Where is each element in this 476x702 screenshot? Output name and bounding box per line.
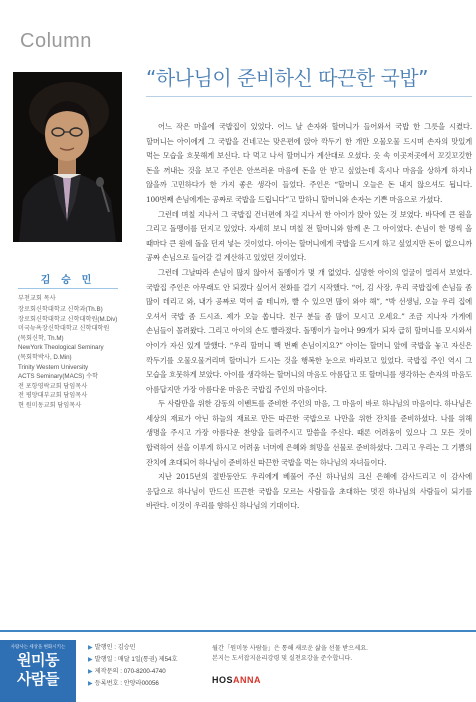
info-line: ▶ 제작문의 : 070-8200-4740 — [88, 668, 166, 675]
info-line: ▶ 등록번호 : 안양라00056 — [88, 680, 159, 687]
paragraph: 그런데 그날따라 손님이 많지 않아서 돌멩이가 몇 개 없었다. 실망한 아이의 얼굴이 멀리서 보였다. 국밥집 주인은 아무래도 안 되겠다 싶어서 전화를 걸기 시작했다. “어, 김 사장, 우리 국밥집에 손님들 좀 많이 데리고 와, 내가 공짜로 먹여 줄 테니까, 빨 수 있으면 많이 와야 해”, “박 선생님, 오늘 우리 집에 오셔서 국밥 좀 드시죠. 제가 오늘 쏩니다. 친구 분들 좀 많이 모시고 오세요.” 조금 지나자 가게에 손님들이 몰려왔다. 그리고 아이의 손도 빨라졌다. 돌멩이가 늘어나 99개가 되자 급히 할머니를 모시와서 아이가 자신 있게 말했다. “우리 할머니 백 번째 손님이지요?” 아이는 할머니 앞에 국밥을 놓고 자신은 깍두기를 오물오물거리며 할머니가 드시는 것을 행복한 눈으로 바라보고 있었다. 국밥집 주인 역시 그 모습을 흐뭇하게 보았다. 아이를 생각하는 할머니의 마음도 아름답고 또 할머니를 생각하는 손자의 마음도 아름답지만 가장 아름다운 마음은 국밥집 주인의 마음이다. — [146, 267, 472, 394]
info-line: ▶ 발행일 : 매달 1일(통권) 제54호 — [88, 656, 178, 663]
logo-line-2: 사람들 — [17, 670, 59, 688]
paragraph: 어느 작은 마을에 국밥집이 있었다. 어느 날 손자와 할머니가 들어와서 국밥 한 그릇을 시켰다. 할머니는 아이에게 그 국밥을 건네고는 맞은편에 앉아 깍두기 한 개만 오물오물 드시며 손자의 맛있게 먹는 모습을 흐뭇해게 보신다. 다 먹고 나서 할머니가 계산대로 오셨다. 옷 속 이곳저곳에서 꼬깃꼬깃한 돈을 꺼내는 것을 보고 주인은 안쓰러운 마음에 돈을 안 받고 싶었는데 혹시나 마음을 상하게 하지나 않을까 고민하다가 한 가지 좋은 생각이 들었다. 주인은 “할머니 오늘은 돈 내지 않으셔도 됩니다. 100번째 손님에게는 공짜로 국밥을 드립니다”고 말하니 할머니와 손자는 기쁜 마음으로 가셨다. — [146, 122, 472, 204]
article-body — [146, 120, 472, 514]
bio-line: NewYork Theological Seminary — [18, 344, 104, 352]
notice-line: 본지는 도서잡지윤리강령 및 실천요강을 준수합니다. — [212, 655, 353, 662]
bio-line: 장로회신학대학교 신학대학원(M.Div) — [18, 315, 118, 323]
bio-line: 현 원미동교회 담임목사 — [18, 402, 82, 410]
notice-line: 월간「원미동 사람들」은 통해 새로운 삶을 선물 받으세요. — [212, 645, 368, 652]
publisher-logo: HOSANNA — [212, 675, 262, 685]
author-name: 김 승 민 — [40, 275, 96, 286]
title-divider — [146, 96, 472, 97]
author-bio — [18, 294, 136, 411]
triangle-icon: ▶ — [88, 657, 93, 663]
bio-line: 부천교회 목사 — [18, 295, 56, 302]
triangle-icon: ▶ — [88, 669, 93, 675]
author-portrait-image — [13, 72, 122, 242]
bio-line: (목회신학, Th.M) — [18, 334, 64, 342]
publication-info — [88, 642, 177, 690]
triangle-icon: ▶ — [88, 645, 93, 651]
bio-line: 전 평양대부교회 담임목사 — [18, 392, 88, 400]
publisher-logo-accent: ANNA — [233, 675, 262, 685]
bio-line: Trinity Western University — [18, 363, 89, 371]
section-label: Column — [20, 30, 92, 52]
footer — [0, 630, 476, 702]
paragraph: 그런데 며칠 지나서 그 국밥집 건너편에 차길 지나서 한 아이가 앉아 있는 것 보였다. 바닥에 큰 원을 그리고 돌멩이를 던지고 있었다. 자세히 보니 며칠 전 할머니와 함께 온 그 아이였다. 손님이 한 명씩 올 때마다 큰 원에 돌을 던져 넣는 것이었다. 아이는 할머니에게 국밥을 드시게 하고 싶었지만 돈이 없으니까 공짜 손님으로 들어갈 걸 계산하고 있었던 것이었다. — [146, 209, 472, 263]
bio-line: 장로회신학대학교 신학과(Th.B) — [18, 306, 103, 314]
paragraph: 두 사람만을 위한 감동의 이벤트를 준비한 주인의 마음, 그 마음이 바로 하나님의 마음이다. 하나님은 세상의 재료가 아닌 하늘의 재료로 만든 따끈한 국밥으로 나만을 위한 잔치를 준비하셨다. 나를 위해 생명을 주시고 가장 아름다운 찬양을 들려주시고 말씀을 주신다. 때론 어려움이 있으나 그 모든 것이 합력하여 선을 이루게 하시고 어려움 너머에 은혜와 희망을 선물로 준비하셨다. 그리고 우리는 그 기쁨의 잔치에 초대되어 하나님이 준비하신 따끈한 국밥을 먹는 하나님의 자녀들이다. — [146, 399, 472, 467]
article-title: “하나님이 준비하신 따끈한 국밥” — [146, 66, 428, 90]
author-divider — [18, 288, 118, 289]
info-line: ▶ 발행인 : 김승민 — [88, 644, 136, 651]
author-photo — [13, 72, 122, 242]
magazine-logo — [0, 640, 76, 702]
triangle-icon: ▶ — [88, 681, 93, 687]
bio-line: ACTS Seminary(MACS) 수학 — [18, 373, 99, 381]
bio-line: 미국뉴욕장신학대학교 신학대학원 — [18, 325, 110, 333]
logo-line-1: 원미동 — [17, 651, 59, 669]
bio-line: 전 포항영락교회 담임목사 — [18, 382, 88, 390]
logo-tagline: 사람사는 세상을 변화시키는 — [10, 644, 66, 649]
paragraph: 지난 2015년의 절반동안도 우리에게 베풀어 주신 하나님의 크신 은혜에 감사드리고 이 감사에 응답으로 하나님이 만드신 뜨끈한 국밥을 모르는 사람들을 초대하는 멋진 하나님의 사람들이 되기를 바란다. 이것이 우리를 향하신 하나님의 기대이다. — [146, 472, 472, 511]
bio-line: (목회학박사, D.Min) — [18, 354, 72, 362]
footer-notice — [212, 644, 470, 664]
